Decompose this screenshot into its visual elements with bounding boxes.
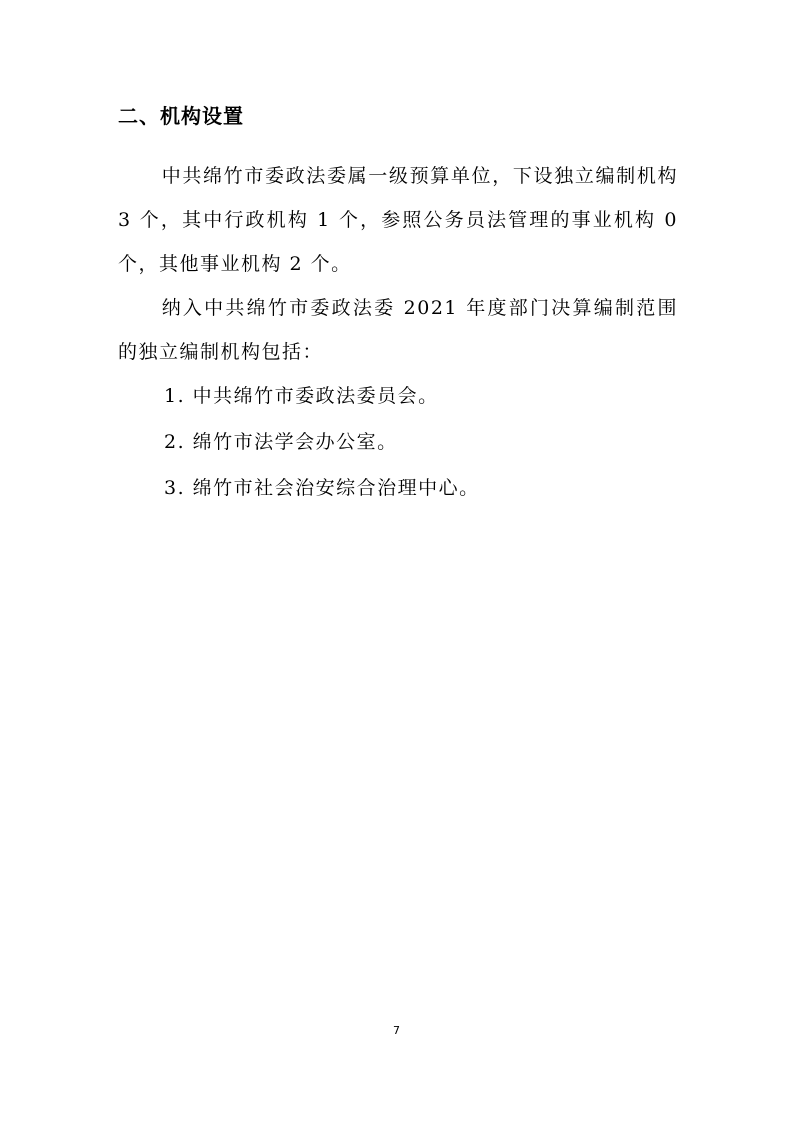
list-item-1: 1. 中共绵竹市委政法委员会。 xyxy=(164,385,439,407)
section-heading: 二、机构设置 xyxy=(118,104,244,128)
page-number: 7 xyxy=(393,1024,400,1037)
list-item-2: 2. 绵竹市法学会办公室。 xyxy=(164,431,398,453)
paragraph-institution-overview: 中共绵竹市委政法委属一级预算单位，下设独立编制机构 3 个，其中行政机构 1 个，参照公务员法管理的事业机构 0 个，其他事业机构 2 个。 xyxy=(118,165,678,275)
paragraph-scope-intro: 纳入中共绵竹市委政法委 2021 年度部门决算编制范围的独立编制机构包括： xyxy=(118,297,678,363)
list-item-3: 3. 绵竹市社会治安综合治理中心。 xyxy=(164,477,480,499)
